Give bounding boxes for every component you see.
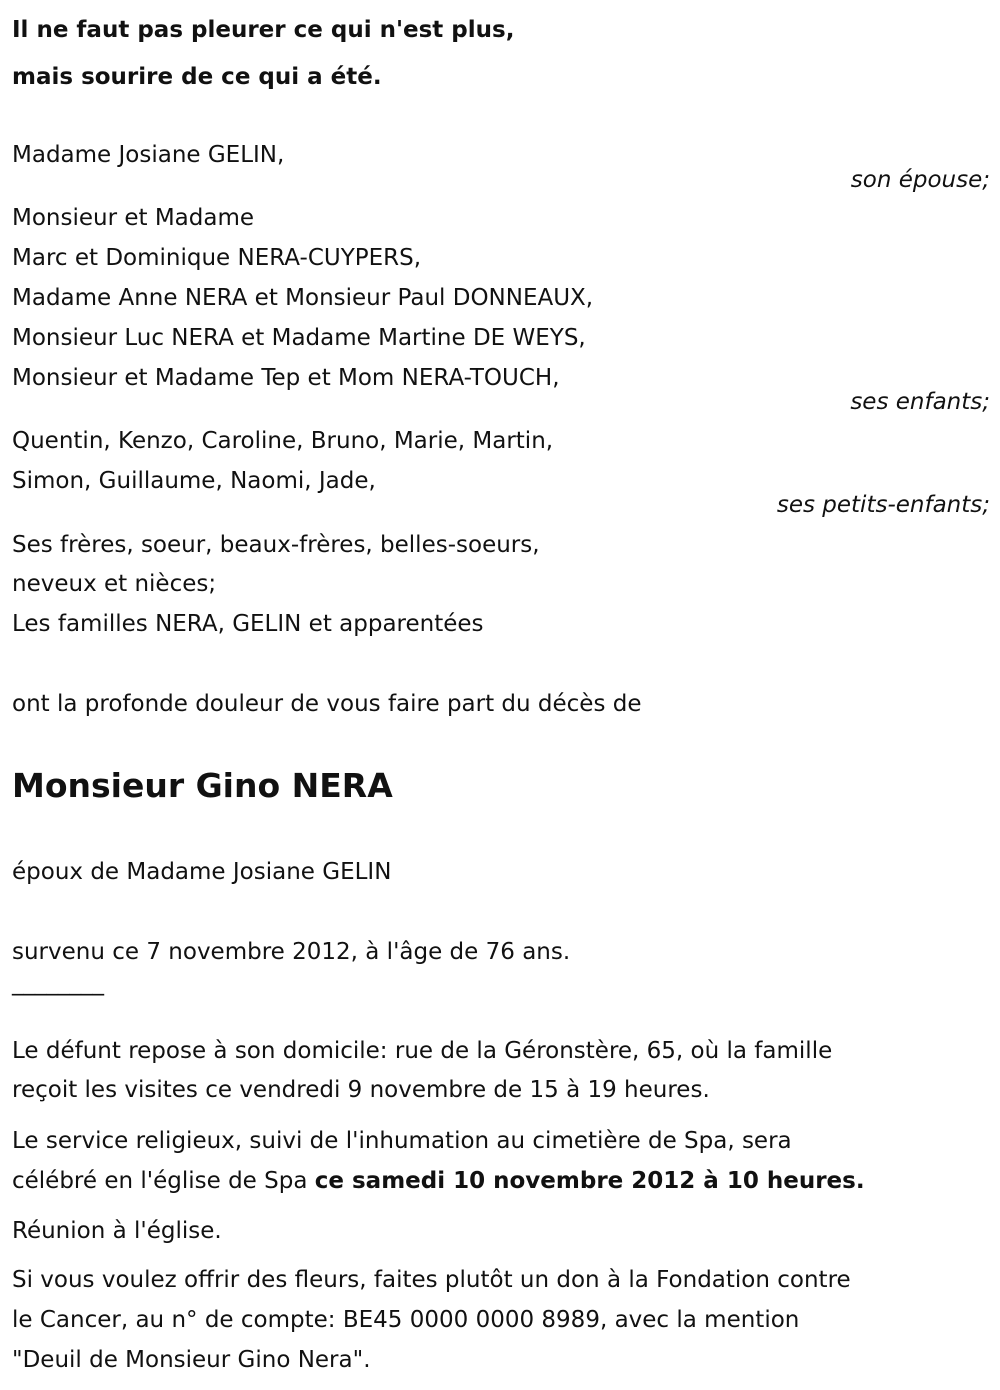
grandchildren-line: Quentin, Kenzo, Caroline, Bruno, Marie, Martin, <box>12 428 554 454</box>
children-role: ses enfants; <box>850 389 990 415</box>
child-line: Monsieur et Madame Tep et Mom NERA-TOUCH, <box>12 365 560 391</box>
family-line: Ses frères, soeur, beaux-frères, belles-soeurs, <box>12 532 540 558</box>
family-line: Les familles NERA, GELIN et apparentées <box>12 611 484 637</box>
family-line: neveux et nièces; <box>12 571 217 597</box>
quote-line-1: Il ne faut pas pleurer ce qui n'est plus, <box>12 17 515 43</box>
service-prefix: célébré en l'église de Spa <box>12 1168 315 1194</box>
deceased-name: Monsieur Gino NERA <box>12 766 393 805</box>
child-line: Monsieur et Madame <box>12 205 255 231</box>
meeting: Réunion à l'église. <box>12 1218 222 1244</box>
donation-line: "Deuil de Monsieur Gino Nera". <box>12 1347 371 1373</box>
child-line: Monsieur Luc NERA et Madame Martine DE WEYS, <box>12 325 586 351</box>
separator: ________ <box>12 970 104 996</box>
visitation-line: Le défunt repose à son domicile: rue de la Géronstère, 65, où la famille <box>12 1038 833 1064</box>
child-line: Madame Anne NERA et Monsieur Paul DONNEAUX, <box>12 285 594 311</box>
quote-line-2: mais sourire de ce qui a été. <box>12 64 382 90</box>
spouse-role: son épouse; <box>850 167 990 193</box>
announcement: ont la profonde douleur de vous faire part du décès de <box>12 691 642 717</box>
spouse-of: époux de Madame Josiane GELIN <box>12 859 392 885</box>
grandchildren-role: ses petits-enfants; <box>776 492 990 518</box>
death-info: survenu ce 7 novembre 2012, à l'âge de 76 ans. <box>12 939 571 965</box>
service-date: ce samedi 10 novembre 2012 à 10 heures. <box>314 1168 865 1194</box>
spouse-name: Madame Josiane GELIN, <box>12 142 285 168</box>
donation-line: Si vous voulez offrir des fleurs, faites plutôt un don à la Fondation contre <box>12 1267 851 1293</box>
service-line-1: Le service religieux, suivi de l'inhumation au cimetière de Spa, sera <box>12 1128 792 1154</box>
service-line-2 <box>12 1166 865 1196</box>
grandchildren-line: Simon, Guillaume, Naomi, Jade, <box>12 468 376 494</box>
child-line: Marc et Dominique NERA-CUYPERS, <box>12 245 422 271</box>
visitation-line: reçoit les visites ce vendredi 9 novembre de 15 à 19 heures. <box>12 1077 710 1103</box>
donation-line: le Cancer, au n° de compte: BE45 0000 0000 8989, avec la mention <box>12 1307 800 1333</box>
